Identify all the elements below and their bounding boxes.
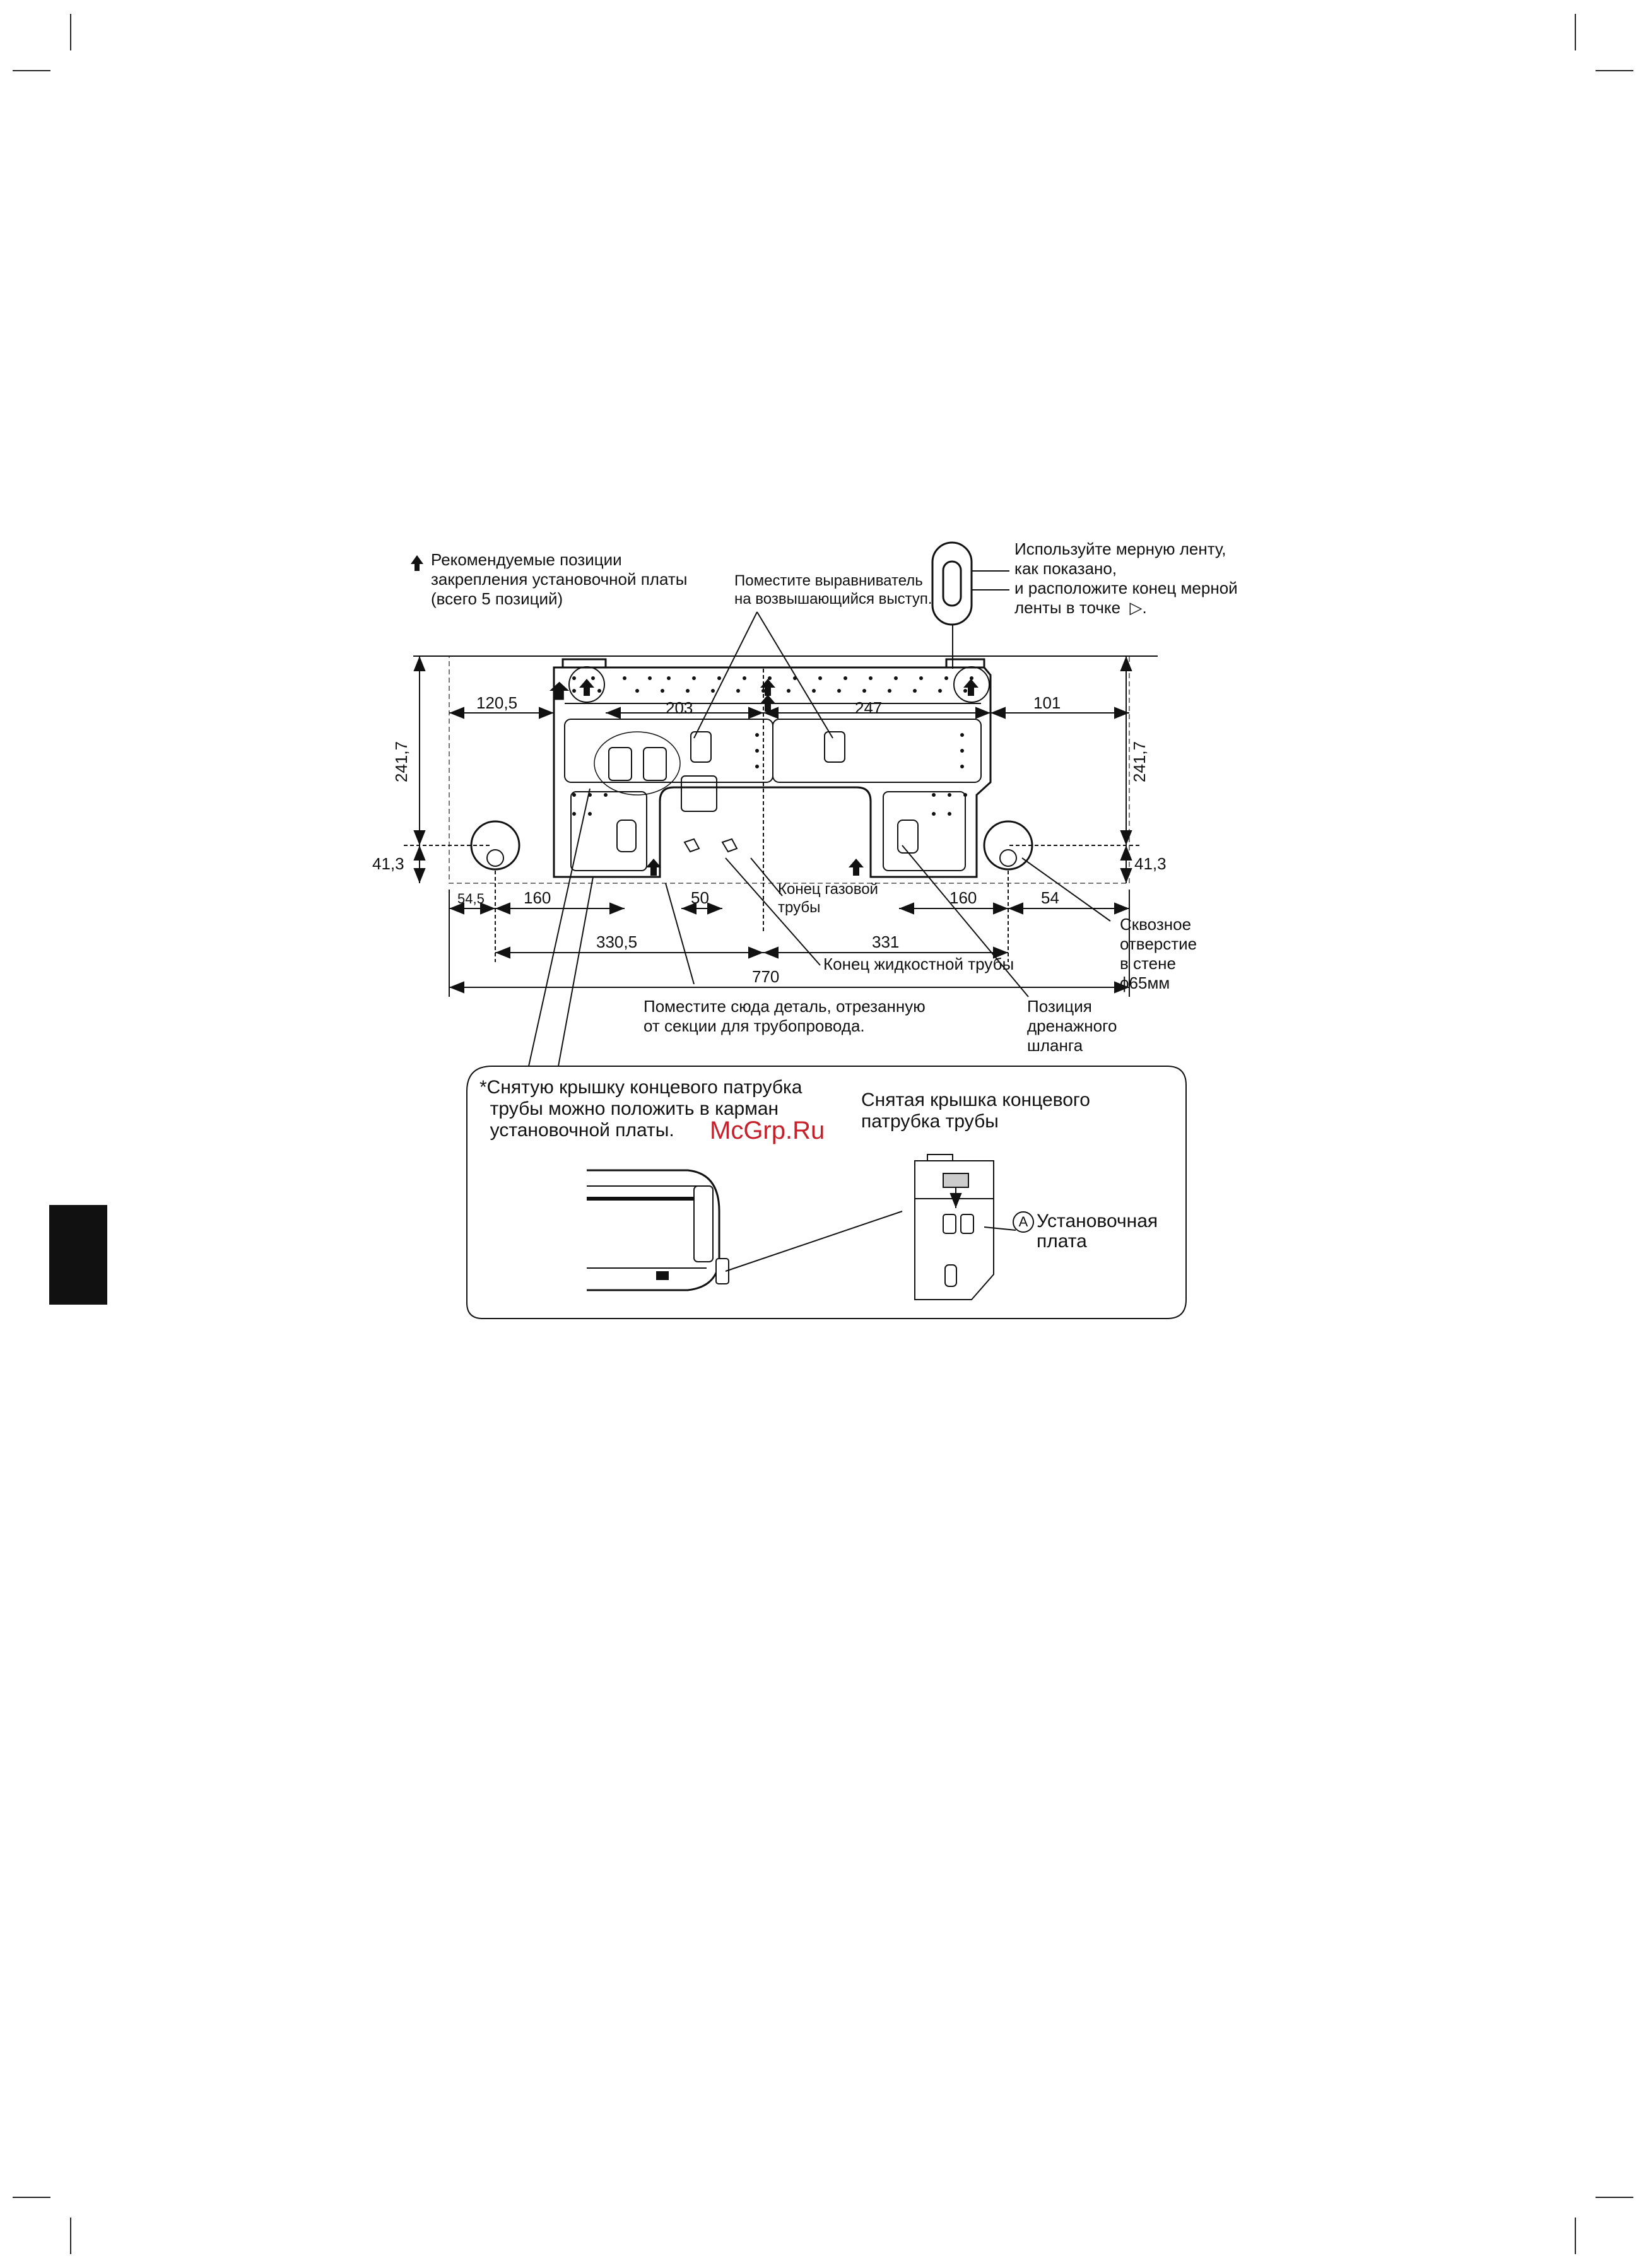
measuring-tape-icon <box>932 543 1009 669</box>
note-leveler: Поместите выравниватель на возвышающийся выступ. <box>734 572 932 608</box>
dim-right-offset: 101 <box>1033 693 1061 712</box>
note-measuring-tape: Используйте мерную ленту, как показано, и расположите конец мерной ленты в точке ▷. <box>1014 539 1238 617</box>
dim-bottom-left-edge: 54,5 <box>457 891 485 907</box>
inset-plate-label: Установочная плата <box>1037 1211 1158 1252</box>
dim-left-offset: 120,5 <box>476 693 518 712</box>
dim-left-center-span: 203 <box>666 698 693 717</box>
dim-bottom-50: 50 <box>691 888 709 907</box>
up-arrow-icon-stem <box>414 563 420 571</box>
up-arrow-icon <box>411 555 423 564</box>
dim-bottom-left-160: 160 <box>524 888 551 907</box>
indoor-unit-illustration <box>587 1170 902 1290</box>
dim-height-left: 241,7 <box>392 741 411 782</box>
small-plate-illustration <box>915 1155 1016 1300</box>
watermark: McGrp.Ru <box>710 1117 825 1144</box>
pipe-ends <box>685 839 737 852</box>
inset-removed-cover: Снятая крышка концевого патрубка трубы <box>861 1090 1090 1132</box>
note-liquid-pipe: Конец жидкостной трубы <box>823 955 1014 973</box>
note-wall-hole: Сквозное отверстие в стене ϕ65мм <box>1120 915 1197 992</box>
dim-bottom-right-160: 160 <box>949 888 977 907</box>
section-tab-marker <box>49 1205 107 1305</box>
dim-height-right: 241,7 <box>1130 741 1149 782</box>
inset-plate-label-group <box>1013 1211 1158 1252</box>
note-gas-pipe: Конец газовой трубы <box>778 881 878 916</box>
dim-bottom-right-54: 54 <box>1041 888 1059 907</box>
note-mounting-positions: Рекомендуемые позиции закрепления установочной платы (всего 5 позиций) <box>431 550 688 608</box>
inset-asterisk-note: *Снятую крышку концевого патрубка трубы можно положить в карман установочной платы. <box>479 1077 802 1141</box>
dim-total-width: 770 <box>752 967 780 986</box>
dim-bottom-right-331: 331 <box>872 932 900 951</box>
dim-hole-offset-right: 41,3 <box>1134 854 1167 873</box>
note-drain-hose: Позиция дренажного шланга <box>1027 997 1117 1055</box>
note-cutoff-piece: Поместите сюда деталь, отрезанную от секции для трубопровода. <box>644 997 926 1035</box>
dim-bottom-left-330: 330,5 <box>596 932 638 951</box>
dim-right-center-span: 247 <box>855 698 883 717</box>
marker-a-icon: A <box>1013 1211 1034 1233</box>
dim-hole-offset-left: 41,3 <box>372 854 404 873</box>
